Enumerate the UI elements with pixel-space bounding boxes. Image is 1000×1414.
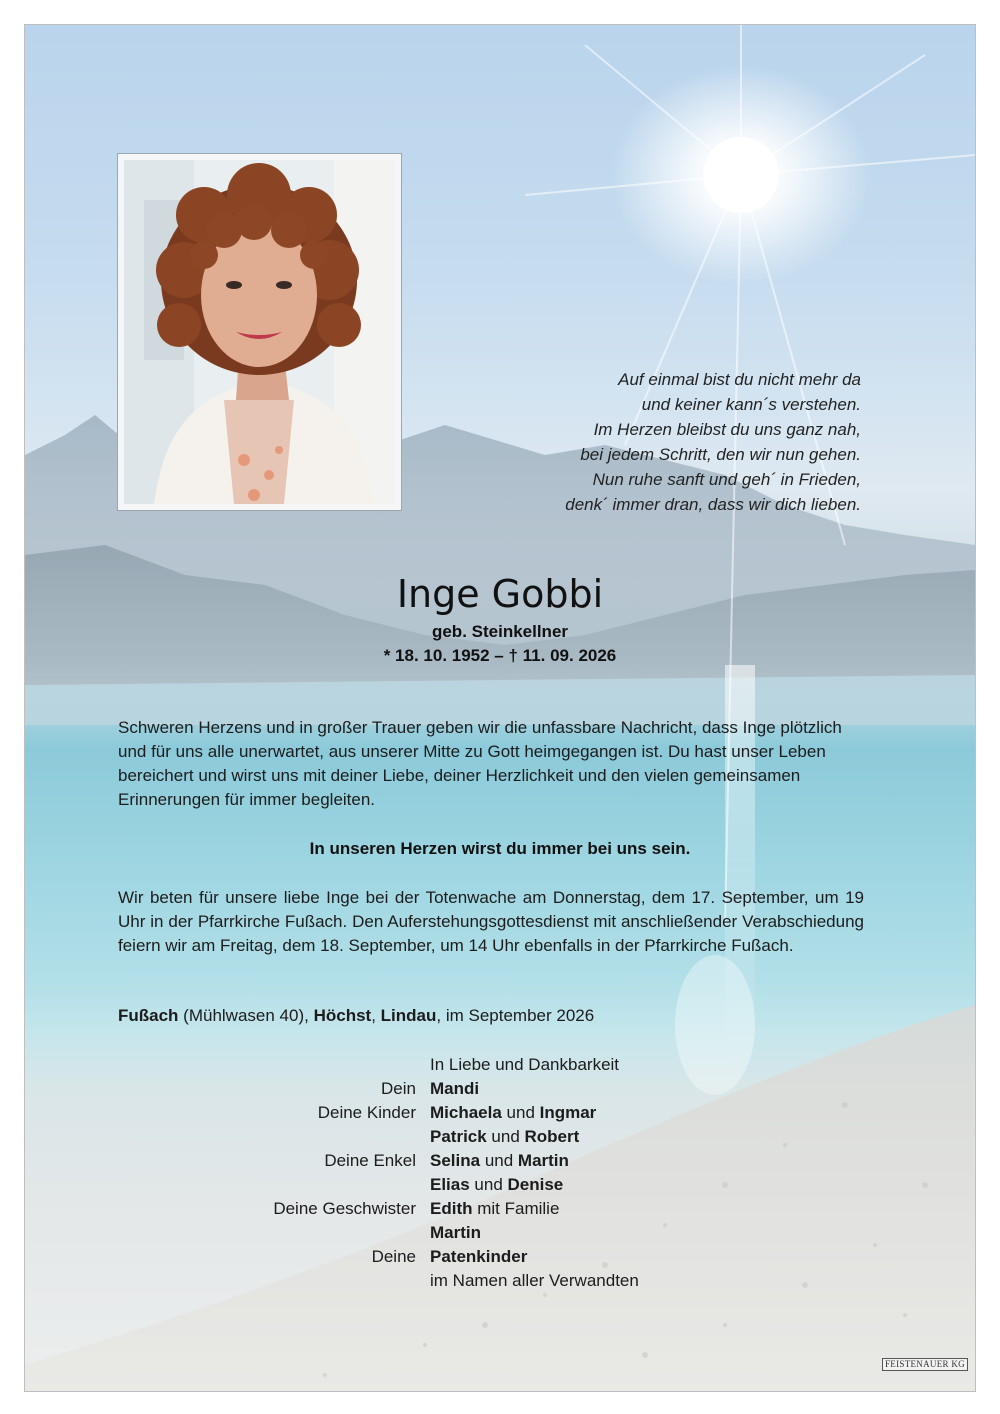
signature-name: Edith — [430, 1199, 473, 1218]
life-dates: * 18. 10. 1952 – † 11. 09. 2026 — [383, 646, 617, 665]
funeral-home-logo: FEISTENAUER KG — [882, 1358, 968, 1371]
signature-joiner: und — [501, 1103, 540, 1122]
signature-row — [0, 1103, 1000, 1127]
signature-row — [0, 1151, 1000, 1175]
signature-name: Elias — [430, 1175, 470, 1194]
deceased-name: Inge Gobbi — [396, 572, 604, 616]
signature-row — [0, 1199, 1000, 1223]
portrait-illustration — [124, 160, 395, 504]
place-separator: , — [371, 1006, 381, 1025]
portrait-photo — [124, 160, 395, 504]
signature-name: Denise — [507, 1175, 564, 1194]
poem-line: Im Herzen bleibst du uns ganz nah, — [593, 420, 861, 439]
signature-label: Deine Enkel — [324, 1151, 416, 1170]
signature-row — [0, 1223, 1000, 1247]
signatures — [0, 1055, 1000, 1295]
signature-name: Robert — [524, 1127, 580, 1146]
signature-row — [0, 1271, 1000, 1295]
signature-row — [0, 1127, 1000, 1151]
signature-label: Deine Geschwister — [273, 1199, 416, 1218]
signature-label: Deine — [371, 1247, 416, 1266]
signature-row — [0, 1247, 1000, 1271]
motto: In unseren Herzen wirst du immer bei uns sein. — [309, 839, 691, 858]
signature-name: Michaela — [430, 1103, 502, 1122]
signature-name: Mandi — [430, 1079, 480, 1098]
signature-label: Deine Kinder — [317, 1103, 416, 1122]
signature-joiner: mit Familie — [472, 1199, 560, 1218]
signature-name: Patenkinder — [430, 1247, 528, 1266]
signature-name: Ingmar — [539, 1103, 597, 1122]
place-date: , im September 2026 — [436, 1006, 595, 1025]
signature-row — [0, 1175, 1000, 1199]
signature-closing: im Namen aller Verwandten — [430, 1271, 639, 1290]
place-town: Fußach — [118, 1006, 179, 1025]
signature-name: Patrick — [430, 1127, 487, 1146]
portrait-frame — [117, 153, 402, 511]
memorial-poem — [461, 367, 861, 517]
signature-joiner: und — [486, 1127, 525, 1146]
poem-line: bei jedem Schritt, den wir nun gehen. — [580, 445, 861, 464]
poem-line: und keiner kann´s verstehen. — [641, 395, 861, 414]
signature-joiner: und — [480, 1151, 518, 1170]
place-town: Höchst — [313, 1006, 372, 1025]
announcement-paragraph: Schweren Herzens und in großer Trauer geben wir die unfassbare Nachricht, dass Inge plötzlich und für uns alle unerwartet, aus unserer Mitte zu Gott heimgegangen ist. Du hast unser Leben bereichert und wirst uns mit deiner Liebe, deiner Herzlichkeit und den vielen gemeinsamen Erinnerungen für immer begleiten. — [118, 718, 842, 809]
signature-label: Dein — [381, 1079, 416, 1098]
signature-joiner: und — [469, 1175, 508, 1194]
signature-intro: In Liebe und Dankbarkeit — [430, 1055, 620, 1074]
service-paragraph: Wir beten für unsere liebe Inge bei der Totenwache am Donnerstag, dem 17. September, um 19 Uhr in der Pfarrkirche Fußach. Den Auferstehungsgottesdienst mit anschließender Verabschiedung feiern wir am Freitag, dem 18. September, um 14 Uhr ebenfalls in der Pfarrkirche Fußach. — [118, 888, 864, 955]
signature-row — [0, 1079, 1000, 1103]
maiden-name: geb. Steinkellner — [431, 622, 569, 641]
place-town: Lindau — [380, 1006, 437, 1025]
poem-line: denk´ immer dran, dass wir dich lieben. — [565, 495, 861, 514]
signature-row — [0, 1055, 1000, 1079]
signature-name: Martin — [517, 1151, 569, 1170]
signature-name: Martin — [430, 1223, 481, 1242]
poem-line: Auf einmal bist du nicht mehr da — [618, 370, 861, 389]
signature-name: Selina — [430, 1151, 481, 1170]
place-and-date — [118, 1006, 594, 1026]
place-address: (Mühlwasen 40), — [178, 1006, 314, 1025]
poem-line: Nun ruhe sanft und geh´ in Frieden, — [592, 470, 861, 489]
